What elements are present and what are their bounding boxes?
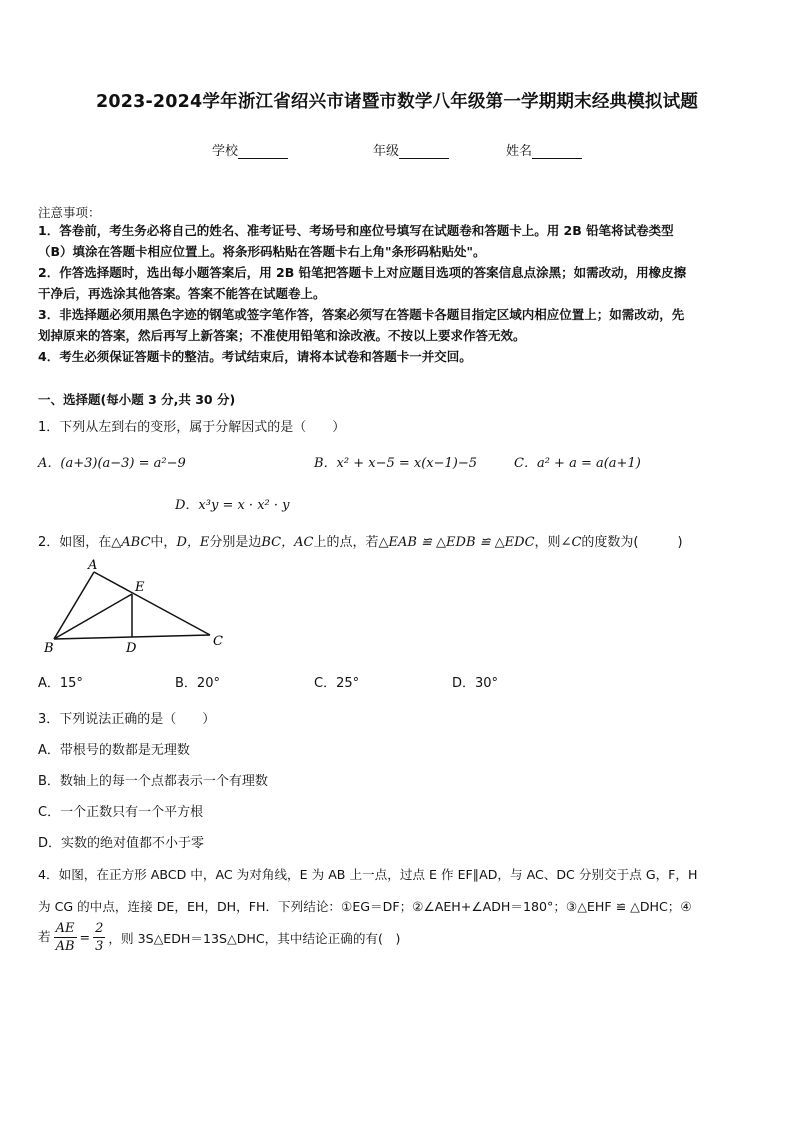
q3-option-b: B．数轴上的每一个点都表示一个有理数: [38, 774, 268, 789]
label-d: D: [126, 641, 137, 656]
q2-option-c: C．25°: [314, 676, 360, 691]
q2-stem-congruence: △EAB ≌ △EDB ≌ △EDC: [378, 535, 535, 550]
q2-stem-text: ，则: [534, 535, 561, 550]
label-c: C: [213, 634, 223, 649]
note-line: 划掉原来的答案，然后再写上新答案；不准使用铅笔和涂改液。不按以上要求作答无效。: [38, 328, 526, 343]
q3-option-a: A．带根号的数都是无理数: [38, 743, 190, 758]
segment-ab: [54, 572, 94, 639]
grade-field: [373, 140, 449, 159]
q2-triangle-figure: [38, 556, 228, 656]
label-a: A: [88, 558, 98, 573]
school-label: 学校: [212, 144, 239, 159]
q2-stem-points: D，E: [176, 535, 210, 550]
q2-stem-sides: BC，AC: [261, 535, 314, 550]
q4-line-2: 为 CG 的中点，连接 DE，EH，DH，FH．下列结论：①EG＝DF；②∠AEH+∠ADH＝180°；③△EHF ≌ △DHC；④: [38, 899, 692, 914]
q2-stem-text: 上的点，若: [313, 535, 379, 550]
q4-fraction-ae-ab: [54, 920, 77, 955]
section-heading: 一、选择题(每小题 3 分,共 30 分): [38, 392, 236, 407]
q4-line-3: [38, 920, 400, 955]
q3-option-d: D．实数的绝对值都不小于零: [38, 836, 205, 851]
school-blank: [238, 145, 288, 159]
name-label: 姓名: [506, 144, 533, 159]
label-b: B: [44, 641, 54, 656]
school-field: [212, 140, 288, 159]
q3-stem: 3．下列说法正确的是（ ）: [38, 712, 216, 727]
q2-stem-triangle: △ABC: [111, 535, 151, 550]
q1-option-d: D．x³y = x · x² · y: [175, 498, 290, 513]
name-field: [506, 140, 582, 159]
note-line: 3．非选择题必须用黑色字迹的钢笔或签字笔作答，答案必须写在答题卡各题目指定区域内相应位置上；如需改动，先: [38, 307, 685, 322]
segment-be: [54, 594, 132, 639]
fraction-denominator: 3: [95, 939, 104, 954]
note-line: 1．答卷前，考生务必将自己的姓名、准考证号、考场号和座位号填写在试题卷和答题卡上。用 2B 铅笔将试卷类型: [38, 223, 674, 238]
label-e: E: [135, 580, 145, 595]
fraction-denominator: AB: [55, 939, 75, 954]
q3-option-c: C．一个正数只有一个平方根: [38, 805, 204, 820]
name-blank: [532, 145, 582, 159]
fraction-numerator: AE: [54, 920, 77, 938]
fraction-numerator: 2: [95, 921, 104, 936]
q1-option-b: B．x² + x−5 = x(x−1)−5: [314, 456, 478, 471]
q2-stem-angle: ∠C: [560, 535, 582, 550]
q2-stem-text: 分别是边: [209, 535, 262, 550]
q2-stem-prefix: 2．如图，在: [38, 535, 112, 550]
note-line: 4．考生必须保证答题卡的整洁。考试结束后，请将本试卷和答题卡一并交回。: [38, 349, 472, 364]
page-title: 2023-2024学年浙江省绍兴市诸暨市数学八年级第一学期期末经典模拟试题: [95, 92, 699, 112]
notes-heading: 注意事项：: [38, 205, 101, 220]
grade-blank: [399, 145, 449, 159]
grade-label: 年级: [373, 144, 400, 159]
note-line: （B）填涂在答题卡相应位置上。将条形码粘贴在答题卡右上角"条形码粘贴处"。: [38, 244, 486, 259]
q1-option-a: A．(a+3)(a−3) = a²−9: [38, 456, 186, 471]
q2-stem-text: 中，: [150, 535, 177, 550]
q4-fraction-two-thirds: [93, 920, 105, 955]
q2-option-d: D．30°: [452, 676, 499, 691]
q2-option-b: B．20°: [175, 676, 220, 691]
q4-line-3-suffix: ，则 3S△EDH＝13S△DHC，其中结论正确的有( ): [108, 931, 401, 946]
q4-equals-sign: =: [79, 930, 91, 945]
q2-stem: [38, 531, 683, 550]
q2-option-a: A．15°: [38, 676, 83, 691]
note-line: 干净后，再选涂其他答案。答案不能答在试题卷上。: [38, 286, 326, 301]
q1-option-c: C．a² + a = a(a+1): [514, 456, 641, 471]
note-line: 2．作答选择题时，选出每小题答案后，用 2B 铅笔把答题卡上对应题目选项的答案信息点涂黑；如需改动，用橡皮擦: [38, 265, 687, 280]
segment-ac: [94, 572, 210, 635]
q2-stem-suffix: 的度数为( ): [581, 535, 683, 550]
q4-line-3-prefix: 若: [38, 929, 51, 944]
q4-line-1: 4．如图，在正方形 ABCD 中，AC 为对角线，E 为 AB 上一点，过点 E 作 EF∥AD，与 AC、DC 分别交于点 G，F，H: [38, 867, 698, 882]
q1-stem: 1．下列从左到右的变形，属于分解因式的是（ ）: [38, 420, 346, 435]
